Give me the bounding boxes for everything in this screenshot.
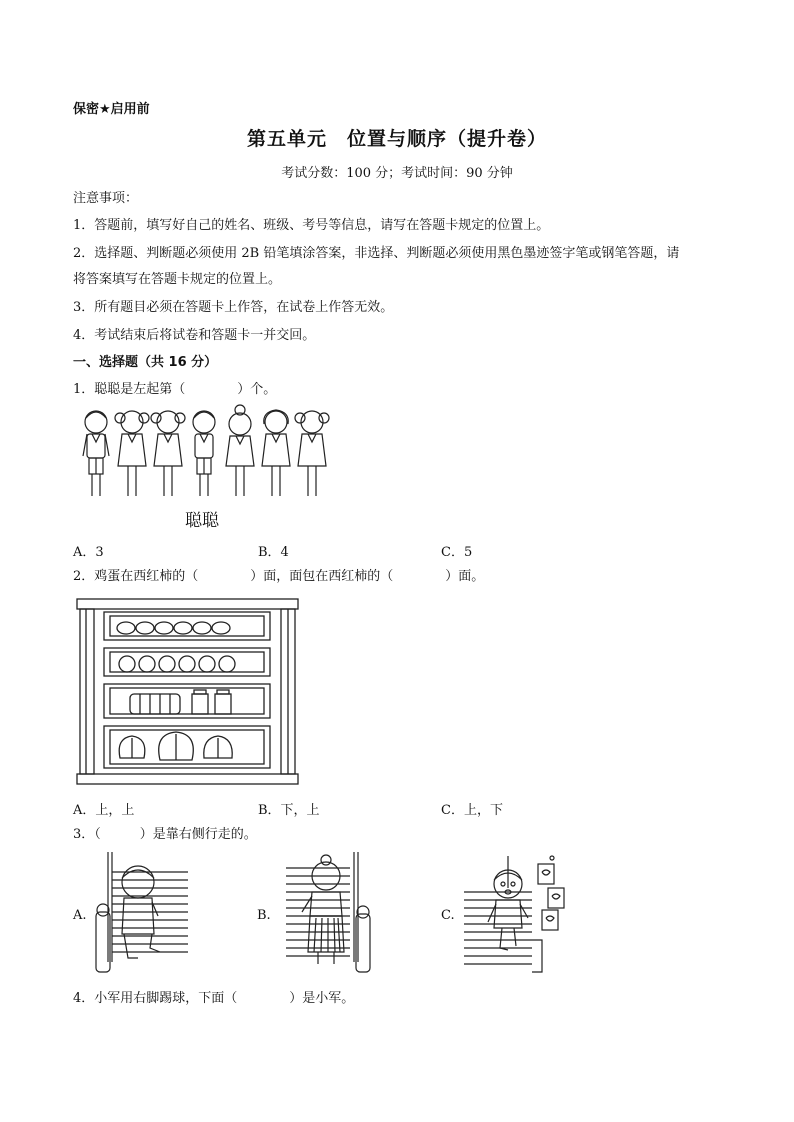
question-1-stem: 1．聪聪是左起第（ ）个。 (73, 382, 277, 397)
notice-item: 3．所有题目必须在答题卡上作答，在试卷上作答无效。 (73, 300, 394, 315)
option-b[interactable]: B．下，上 (258, 803, 320, 818)
exam-info: 考试分数：100 分；考试时间：90 分钟 (281, 166, 513, 181)
notice-heading: 注意事项： (73, 191, 139, 206)
option-c[interactable]: C．5 (441, 545, 473, 560)
confidential-label: 保密★启用前 (73, 102, 150, 117)
option-a[interactable]: A．上，上 (73, 803, 135, 818)
question-2-stem: 2．鸡蛋在西红柿的（ ）面，面包在西红柿的（ ）面。 (73, 569, 485, 584)
option-b[interactable]: B. (257, 908, 271, 923)
stairs-illustration-b (280, 852, 376, 976)
page-title: 第五单元 位置与顺序（提升卷） (246, 128, 547, 150)
option-c[interactable]: C．上，下 (441, 803, 503, 818)
congcong-label: 聪聪 (185, 511, 219, 531)
question-4-stem: 4．小军用右脚踢球，下面（ ）是小军。 (73, 991, 355, 1006)
section-heading: 一、选择题（共 16 分） (73, 355, 218, 370)
shelf-illustration (76, 598, 300, 786)
option-a[interactable]: A．3 (73, 545, 104, 560)
children-row-illustration (74, 404, 334, 512)
stairs-illustration-c (462, 852, 572, 976)
question-3-stem: 3．（ ）是靠右侧行走的。 (73, 827, 257, 842)
option-c[interactable]: C. (441, 908, 455, 923)
option-a[interactable]: A. (73, 908, 87, 923)
notice-item: 将答案填写在答题卡规定的位置上。 (73, 272, 282, 287)
notice-item: 2．选择题、判断题必须使用 2B 铅笔填涂答案，非选择、判断题必须使用黑色墨迹签字笔或钢笔答题，请 (73, 246, 680, 261)
notice-item: 1．答题前，填写好自己的姓名、班级、考号等信息，请写在答题卡规定的位置上。 (73, 218, 550, 233)
option-b[interactable]: B．4 (258, 545, 289, 560)
notice-item: 4．考试结束后将试卷和答题卡一并交回。 (73, 328, 316, 343)
stairs-illustration-a (92, 852, 190, 976)
